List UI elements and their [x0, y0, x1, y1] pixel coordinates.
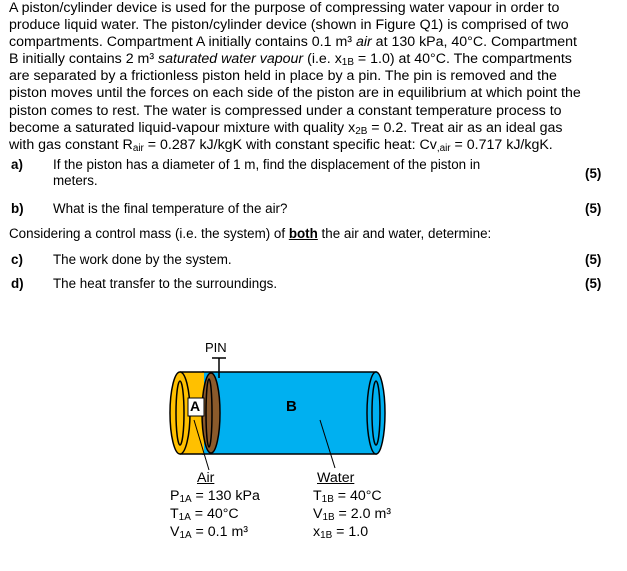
question-c-label: c): [11, 252, 23, 267]
water-title: Water: [317, 470, 355, 486]
question-c-marks: (5): [585, 252, 602, 267]
air-temperature: $T_{1A} = 40^\circ C$: [170, 506, 239, 523]
cylinder-right-end: [367, 372, 385, 454]
water-volume: $V_{1B} = 2.0$ m³: [313, 506, 391, 523]
question-d-marks: (5): [585, 276, 602, 291]
water-temperature: $T_{1B} = 40^\circ C$: [313, 488, 382, 505]
compartment-b-label: B: [286, 398, 297, 415]
intro-line-3: compartments. Compartment A initially contains 0.1 m³ air at 130 kPa, 40°C. Compartment: [9, 34, 577, 51]
question-d-label: d): [11, 276, 24, 291]
intro-line-4: B initially contains 2 m³ saturated water vapour (i.e. $x_{1B} = 1.0$) at 40°C. The compartments: [9, 51, 572, 69]
cylinder-left-end: [170, 372, 190, 454]
pin-label: PIN: [205, 340, 227, 355]
air-pressure: $P_{1A} = 130$ kPa: [170, 488, 260, 505]
intro-line-2: produce liquid water. The piston/cylinder device (shown in Figure Q1) is comprised of two: [9, 17, 569, 34]
water-quality: $x_{1B} = 1.0$: [313, 524, 369, 541]
question-b-label: b): [11, 201, 24, 216]
intro-line-5: are separated by a frictionless piston held in place by a pin. The pin is removed and the: [9, 68, 557, 85]
question-b-text: What is the final temperature of the air?: [53, 201, 288, 216]
question-a-text: If the piston has a diameter of 1 m, find the displacement of the piston in meters.: [53, 157, 481, 188]
compartment-a-label: A: [190, 398, 201, 414]
air-volume: $V_{1A} = 0.1$ m³: [170, 524, 248, 541]
intro-line-6: piston moves until the forces on each side of the piston are in equilibrium at which point the: [9, 85, 581, 102]
intro-line-1: A piston/cylinder device is used for the purpose of compressing water vapour in order to: [9, 0, 560, 16]
question-a-marks: (5): [585, 166, 602, 181]
intro-line-8: become a saturated liquid-vapour mixture with quality $x_{2B} = 0.2$. Treat air as an ideal gas: [9, 119, 563, 137]
intro-line-7: piston comes to rest. The water is compressed under a constant temperature process to: [9, 102, 562, 119]
question-b-marks: (5): [585, 201, 602, 216]
question-c-text: The work done by the system.: [53, 252, 232, 267]
question-d-text: The heat transfer to the surroundings.: [53, 276, 278, 291]
intro-line-9: with gas constant $R_{air} = 0.287$ kJ/kgK with constant specific heat: $Cv_{,air} = 0.717$ kJ/kgK.: [9, 136, 553, 154]
air-title: Air: [197, 470, 215, 486]
question-a-label: a): [11, 157, 23, 172]
control-mass-statement: Considering a control mass (i.e. the system) of both the air and water, determine:: [9, 226, 492, 241]
